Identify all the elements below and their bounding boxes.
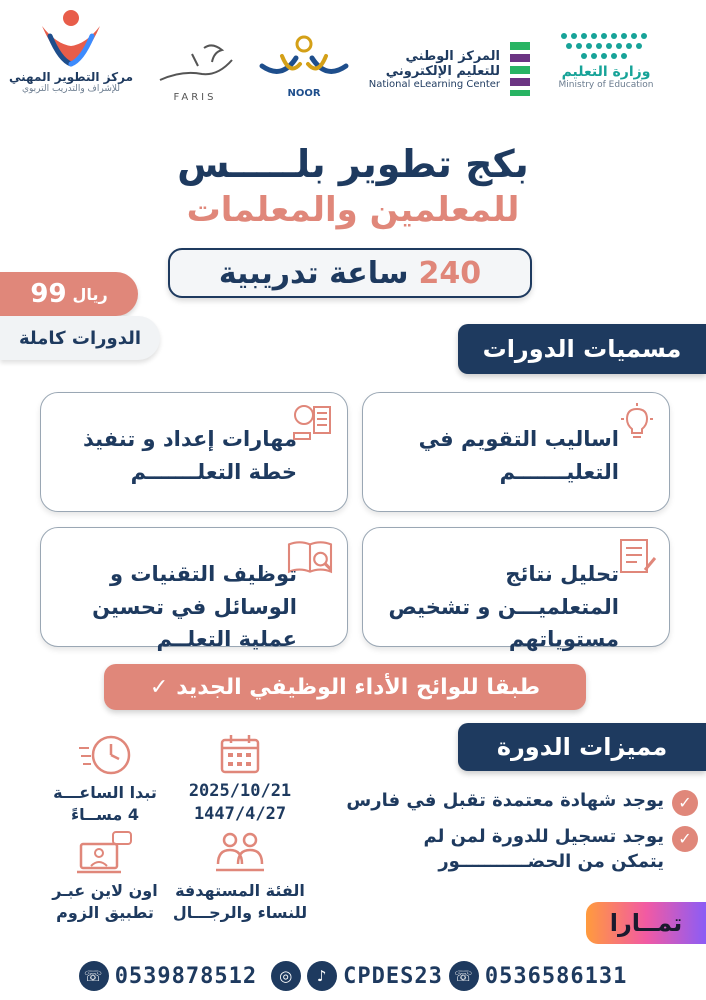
regulation-text: طبقا للوائح الأداء الوظيفي الجديد [176,674,541,700]
audience-title: للمعلمين والمعلمات [186,190,520,230]
start-time-info [30,732,180,825]
moe-dots-icon [558,30,654,64]
regulation-banner [104,664,586,710]
course-card [40,392,348,512]
feature-text: يوجد تسجيل للدورة لمن لم يتمكن من الحضـــــــــــور [423,826,664,873]
hours-text: ساعة تدريبية [218,255,409,291]
report-checklist-icon [617,536,657,576]
moe-name: وزارة التعليم [561,64,651,80]
online-meeting-icon [75,830,135,876]
course-card [362,527,670,652]
online-info [30,830,180,923]
price-value: 99 [30,279,67,309]
people-icon [214,830,266,876]
features-heading: مميزات الدورة [458,723,706,771]
date-info [170,732,310,826]
moe-logo [546,30,666,90]
course-text: توظيف التقنيات و الوسائل في تحسين عملية التعلــم [92,562,297,652]
noor-logo [256,34,352,99]
course-text: تحليل نتائج المتعلميـــن و تشخيص مستوياتهم [388,562,619,652]
nelc-mark-icon [506,40,534,98]
faris-logo [150,40,240,103]
courses-heading: مسميات الدورات [458,324,706,374]
hours-number: 240 [418,255,482,291]
audience-info [170,830,310,923]
tamara-badge: تمــارا [586,902,706,944]
faris-name: FARIS [173,92,217,103]
full-courses-tag: الدورات كاملة [0,316,160,360]
course-text: اساليب التقويم في التعليـــــــم [418,427,619,484]
whatsapp-icon[interactable]: ☏ [449,961,479,991]
check-circle-icon: ✓ [672,826,698,852]
nelc-name-2: للتعليم الإلكتروني [385,63,500,79]
audience-line-1: الفئة المستهدفة [175,881,305,900]
clock-icon [77,732,133,778]
nelc-sub: National eLearning Center [368,78,500,90]
center-mark-icon [36,8,106,70]
package-title: بكج تطوير بلـــــس [177,142,529,186]
audience-line-2: للنساء والرجـــال [172,902,308,922]
nelc-logo [364,40,534,98]
calendar-icon [218,732,262,776]
training-hours-badge [168,248,532,298]
course-card [362,392,670,512]
feature-text: يوجد شهادة معتمدة تقبل في فارس [346,790,664,811]
moe-sub: Ministry of Education [558,80,654,90]
feature-item [374,824,698,874]
center-logo [6,8,136,94]
center-sub: للإشراف والتدريب التربوي [21,84,120,94]
faris-horse-icon [152,40,238,88]
course-text: مهارات إعداد و تنفيذ خطة التعلـــــــم [82,427,297,484]
contact-footer [0,956,706,996]
date-hijri: 1447/4/27 [193,803,287,824]
check-circle-icon: ✓ [672,790,698,816]
social-handle[interactable]: CPDES23 [343,963,443,989]
time-line-2: 4 مســاءً [70,804,140,824]
phone-number-2[interactable]: 0536586131 [484,963,628,989]
course-card [40,527,348,652]
nelc-name-1: المركز الوطني [405,48,500,64]
phone-number-1[interactable]: 0539878512 [114,963,258,989]
phone-icon[interactable]: ☏ [79,961,109,991]
noor-name: NOOR [287,88,321,99]
instagram-icon[interactable]: ◎ [271,961,301,991]
price-tag [0,272,138,316]
date-gregorian: 2025/10/21 [188,781,292,801]
feature-item [334,788,698,816]
online-line-2: تطبيق الزوم [56,902,154,922]
tiktok-icon[interactable]: ♪ [307,961,337,991]
noor-mark-icon [256,34,352,84]
check-icon: ✓ [149,674,169,700]
time-line-1: تبدا الساعـــة [53,783,157,802]
center-name: مركز التطوير المهني [8,70,134,84]
online-line-1: اون لاين عبـر [52,881,158,900]
brain-lightbulb-icon [617,401,657,441]
price-currency: ريال [72,284,108,304]
